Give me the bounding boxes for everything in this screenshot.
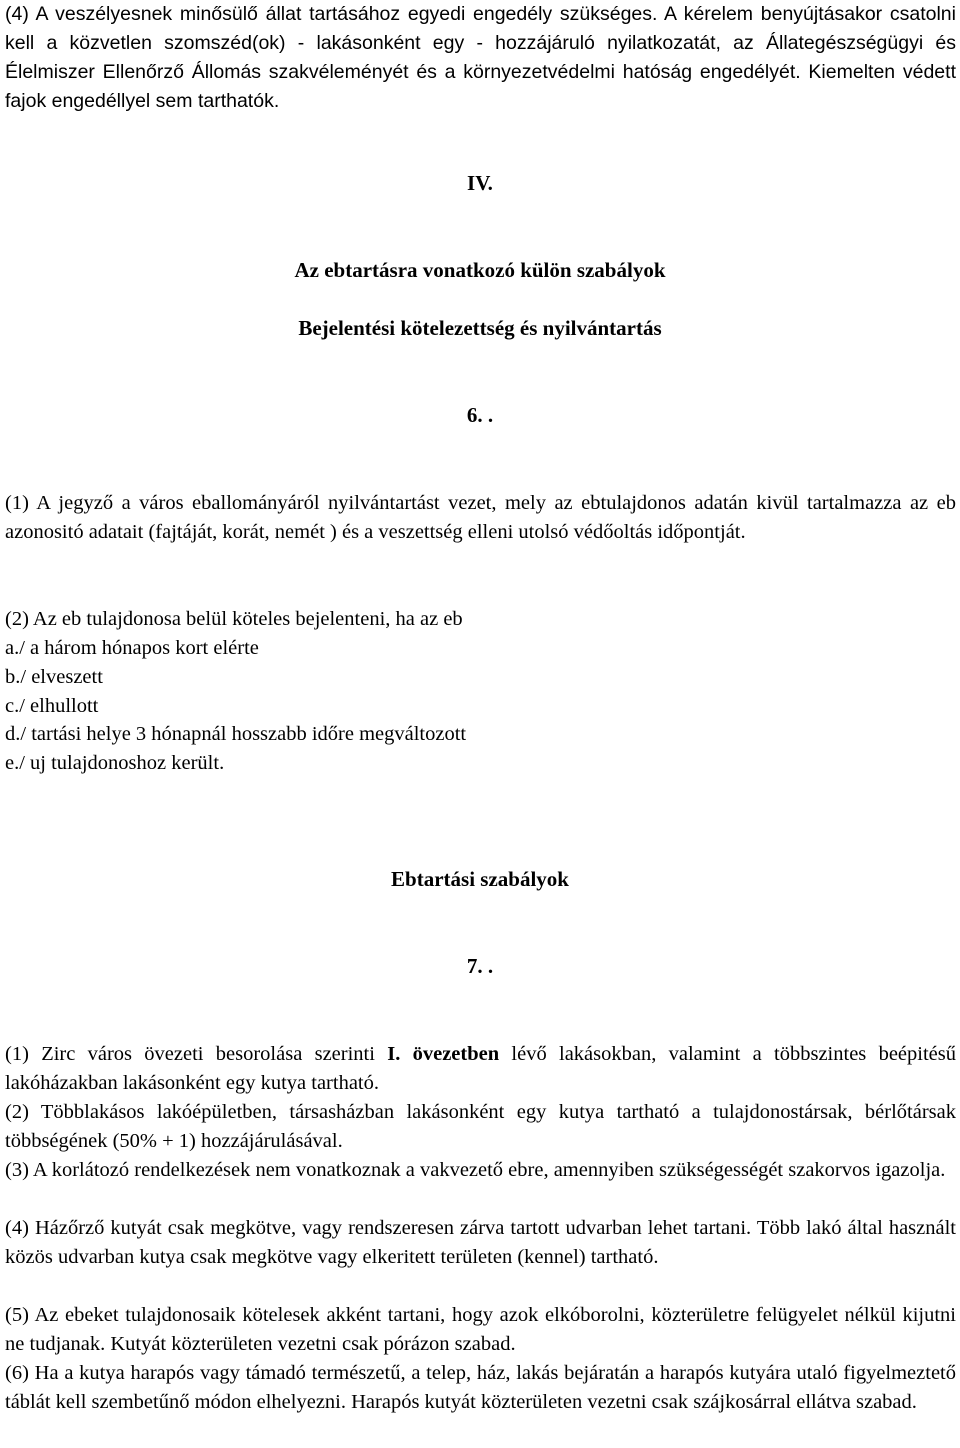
list-item: a./ a három hónapos kort elérte (5, 637, 259, 659)
section-7-paragraph-5: (5) Az ebeket tulajdonosaik kötelesek akként tartani, hogy azok elkóborolni, közterületre felügyelet nélkül kijutni ne tudjanak. Kutyát közterületen vezetni csak pórázon szabad. (5, 1304, 956, 1355)
chapter-subtitle: Bejelentési kötelezettség és nyilvántartás (298, 316, 662, 340)
section-7-number: 7. . (466, 954, 494, 978)
section-6-paragraph-1: (1) A jegyző a város eballományáról nyilvántartást vezet, mely az ebtulajdonos adatán kivül tartalmazza az eb azonositó adatait (fajtáját, korát, nemét ) és a veszettség elleni utolsó védőoltás időpontját. (5, 492, 956, 543)
list-item: e./ uj tulajdonoshoz került. (5, 752, 225, 775)
list-item: b./ elveszett (5, 665, 103, 688)
notification-list (5, 634, 945, 778)
list-item: d./ tartási helye 3 hónapnál hosszabb időre megváltozott (5, 723, 467, 746)
zone-emphasis: I. övezetben (387, 1043, 500, 1065)
paragraph-4-permit: (4) A veszélyesnek minősülő állat tartásához egyedi engedély szükséges. A kérelem benyújtásakor csatolni kell a közvetlen szomszéd(ok) - lakásonként egy - hozzájáruló nyilatkozatát, az Állategészségügyi és Élelmiszer Ellenőrző Állomás szakvéleményét és a környezetvédelmi hatóság engedélyét. Kiemelten védett fajok engedéllyel sem tarthatók. (5, 3, 956, 112)
section-6-number: 6. . (466, 403, 494, 427)
chapter-number: IV. (467, 171, 493, 195)
chapter-title: Az ebtartásra vonatkozó külön szabályok (294, 258, 666, 282)
section-7-paragraph-4: (4) Házőrző kutyát csak megkötve, vagy rendszeresen zárva tartott udvarban lehet tartani. Több lakó által használt közös udvarban kutya csak megkötve vagy elkeritett területen (kennel) tartható. (5, 1217, 956, 1268)
section-6-paragraph-2: (2) Az eb tulajdonosa belül köteles bejelenteni, ha az eb (5, 608, 463, 630)
section-7-paragraph-1: (1) Zirc város övezeti besorolása szerinti I. övezetben lévő lakásokban, valamint a többszintes beépitésű lakóházakban lakásonként egy kutya tartható. (5, 1043, 956, 1094)
list-item: c./ elhullott (5, 694, 99, 717)
section-7-paragraph-6: (6) Ha a kutya harapós vagy támadó természetű, a telep, ház, lakás bejáratán a harapós kutyára utaló figyelmeztető táblát kell szembetűnő módon elhelyezni. Harapós kutyát közterületen vezetni csak szájkosárral ellátva szabad. (5, 1362, 956, 1413)
section-7-paragraph-2: (2) Többlakásos lakóépületben, társasházban lakásonként egy kutya tartható a tulajdonostársak, bérlőtársak többségének (50% + 1) hozzájárulásával. (5, 1101, 956, 1152)
section-heading: Ebtartási szabályok (391, 867, 569, 891)
section-7-paragraph-3: (3) A korlátozó rendelkezések nem vonatkoznak a vakvezető ebre, amennyiben szükségességét szakorvos igazolja. (5, 1159, 946, 1181)
